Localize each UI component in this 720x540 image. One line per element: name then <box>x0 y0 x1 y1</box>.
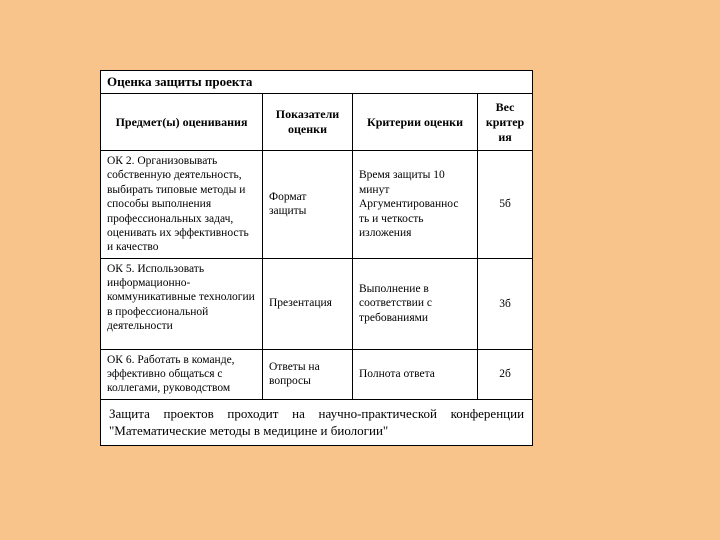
weight-cell: 5б <box>478 151 533 259</box>
column-header-indicators: Показатели оценки <box>263 94 353 151</box>
subject-cell: ОК 2. Организовывать собственную деятельность, выбирать типовые методы и способы выполнения профессиональных задач, оценивать их эффективность и качество <box>101 151 263 259</box>
indicator-cell: Формат защиты <box>263 151 353 259</box>
table-row <box>101 151 533 259</box>
project-evaluation-table <box>100 70 533 446</box>
table-row <box>101 258 533 349</box>
criteria-cell: Выполнение в соответствии с требованиями <box>353 258 478 349</box>
subject-cell: ОК 5. Использовать информационно-коммуникативные технологии в профессиональной деятельности <box>101 258 263 349</box>
column-header-criteria: Критерии оценки <box>353 94 478 151</box>
criteria-cell: Время защиты 10 минут Аргументированнос ть и четкость изложения <box>353 151 478 259</box>
weight-cell: 3б <box>478 258 533 349</box>
header-row <box>101 94 533 151</box>
indicator-cell: Презентация <box>263 258 353 349</box>
table-title: Оценка защиты проекта <box>101 71 533 94</box>
title-row <box>101 71 533 94</box>
column-header-weight: Вес критер ия <box>478 94 533 151</box>
evaluation-table-wrap <box>100 70 532 446</box>
footer-note: Защита проектов проходит на научно-практической конференции "Математические методы в медицине и биологии" <box>101 399 533 445</box>
indicator-cell: Ответы на вопросы <box>263 349 353 399</box>
footer-row <box>101 399 533 445</box>
weight-cell: 2б <box>478 349 533 399</box>
table-row <box>101 349 533 399</box>
subject-cell: ОК 6. Работать в команде, эффективно общаться с коллегами, руководством <box>101 349 263 399</box>
criteria-cell: Полнота ответа <box>353 349 478 399</box>
column-header-subject: Предмет(ы) оценивания <box>101 94 263 151</box>
